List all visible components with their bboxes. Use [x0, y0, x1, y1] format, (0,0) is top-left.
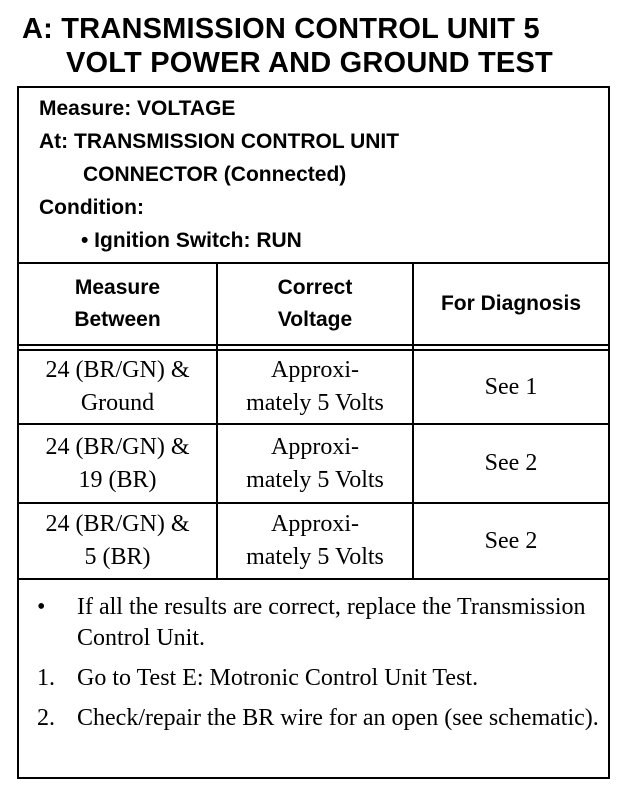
- note-text: Go to Test E: Motronic Control Unit Test.: [77, 665, 479, 691]
- row-1-diagnosis-text: See 1: [484, 373, 538, 400]
- header-for-diagnosis: [414, 264, 608, 344]
- note-bullet: •: [37, 594, 46, 620]
- row-2-between: [19, 425, 216, 502]
- row-2-diagnosis-text: See 2: [484, 450, 538, 476]
- header-correct-voltage-l2: Voltage: [277, 308, 353, 331]
- row-3-between: [19, 504, 216, 578]
- test-conditions: [39, 92, 599, 257]
- row-1-diagnosis: [414, 351, 608, 423]
- note-item: [33, 703, 603, 734]
- row-2-voltage: [218, 425, 412, 502]
- divider-row-3: [19, 578, 608, 580]
- header-correct-voltage-l1: Correct: [277, 276, 353, 299]
- row-2-between-l1: 24 (BR/GN) &: [45, 433, 190, 460]
- divider-header-top: [19, 344, 608, 346]
- at-label-continued: CONNECTOR (Connected): [83, 163, 347, 186]
- note-number: 2.: [37, 705, 55, 731]
- condition-label: Condition:: [39, 196, 144, 219]
- diagnosis-notes: [33, 592, 603, 743]
- title-line-1: A: TRANSMISSION CONTROL UNIT 5: [22, 13, 540, 45]
- note-number: 1.: [37, 665, 55, 691]
- row-1-between-l1: 24 (BR/GN) &: [45, 357, 190, 383]
- test-table-box: [17, 86, 610, 779]
- row-1-between: [19, 351, 216, 423]
- measure-label: Measure: VOLTAGE: [39, 97, 236, 120]
- note-text: If all the results are correct, replace the Transmission Control Unit.: [77, 594, 586, 651]
- header-correct-voltage: [218, 264, 412, 344]
- row-1-voltage: [218, 351, 412, 423]
- page-title: [22, 12, 622, 80]
- row-2-diagnosis: [414, 425, 608, 502]
- row-3-between-l1: 24 (BR/GN) &: [45, 511, 190, 537]
- row-3-diagnosis: [414, 504, 608, 578]
- row-3-diagnosis-text: See 2: [484, 527, 538, 554]
- row-2-voltage-l1: Approxi-: [271, 433, 359, 460]
- header-measure-between-l1: Measure: [74, 276, 161, 299]
- header-measure-between-l2: Between: [74, 308, 161, 331]
- row-3-voltage: [218, 504, 412, 578]
- row-1-between-l2: Ground: [80, 390, 155, 416]
- row-3-voltage-l1: Approxi-: [271, 511, 359, 537]
- header-measure-between: [19, 264, 216, 344]
- row-3-voltage-l2: mately 5 Volts: [246, 544, 384, 570]
- row-2-between-l2: 19 (BR): [78, 466, 157, 493]
- row-1-voltage-l2: mately 5 Volts: [246, 390, 384, 416]
- note-item: [33, 592, 603, 654]
- condition-item: • Ignition Switch: RUN: [81, 229, 302, 252]
- note-text: Check/repair the BR wire for an open (see schematic).: [77, 705, 599, 731]
- row-1-voltage-l1: Approxi-: [271, 357, 359, 383]
- row-2-voltage-l2: mately 5 Volts: [246, 466, 384, 493]
- at-label: At: TRANSMISSION CONTROL UNIT: [39, 130, 400, 153]
- title-line-2: VOLT POWER AND GROUND TEST: [66, 47, 553, 79]
- row-3-between-l2: 5 (BR): [84, 544, 151, 570]
- note-item: [33, 663, 603, 694]
- header-for-diagnosis-text: For Diagnosis: [440, 292, 582, 315]
